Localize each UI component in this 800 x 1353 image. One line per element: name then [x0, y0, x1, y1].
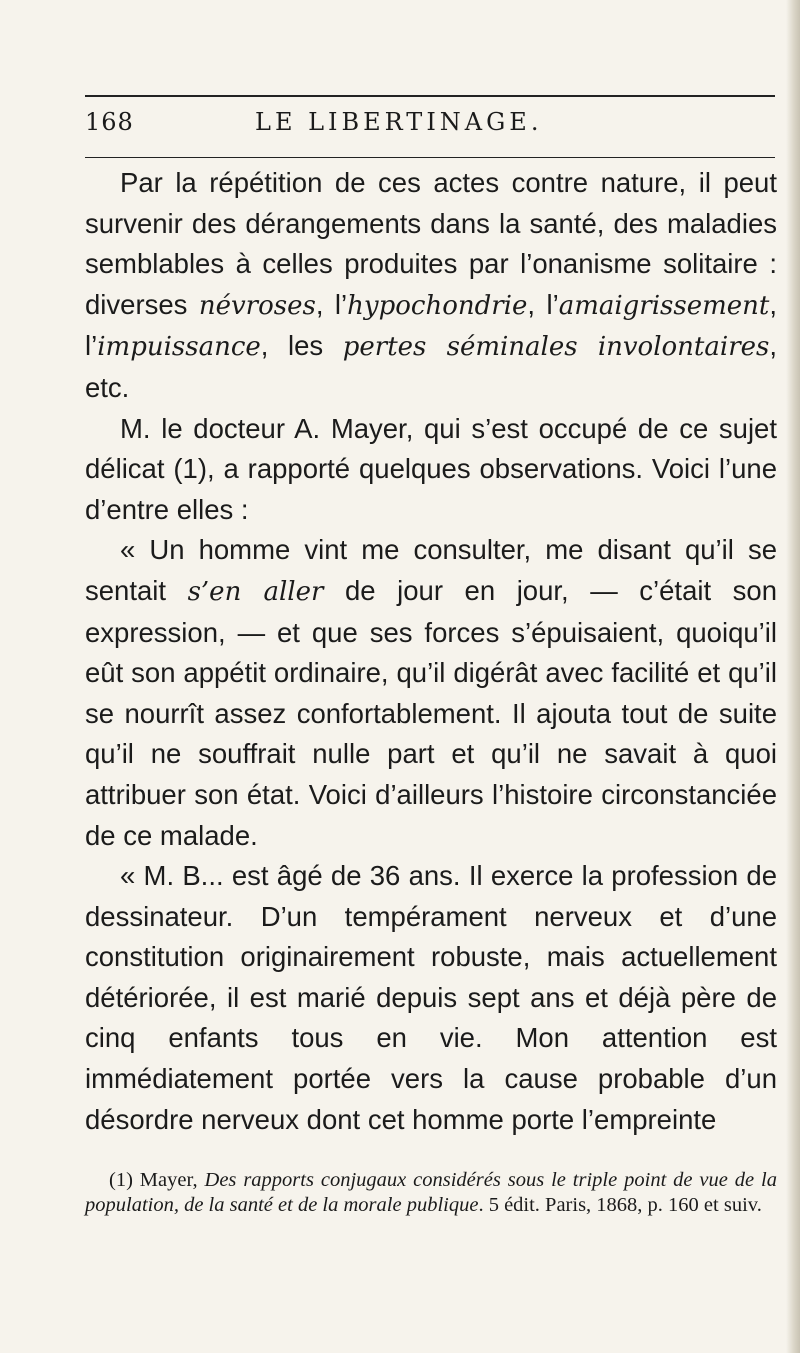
page-number: 168: [85, 108, 134, 136]
header-rule: [85, 157, 775, 158]
paragraph-2: M. le docteur A. Mayer, qui s’est occupé de ce sujet délicat (1), a rapporté quelques observations. Voici l’une d’entre elles :: [85, 412, 777, 525]
italic-term: s’en aller: [187, 576, 324, 607]
text-run: Par la répétition de ces actes contre nature, il peut survenir des dérangements dans la santé, des maladies semblables à celles produites par l’onanisme solitaire : diverses: [85, 167, 777, 320]
running-title: LE LIBERTINAGE.: [255, 108, 543, 136]
text-run: , l’: [85, 288, 777, 362]
footnote-text: (1) Mayer,: [109, 1169, 205, 1191]
text-run: , les: [260, 330, 343, 362]
italic-term: amaigrissement: [558, 290, 770, 321]
top-rule: [85, 95, 775, 97]
text-run: , etc.: [85, 330, 777, 403]
text-run: , l’: [527, 288, 559, 320]
italic-term: hypochondrie: [347, 290, 528, 321]
italic-term: névroses: [198, 290, 316, 321]
paragraph-1: [85, 163, 777, 409]
paragraph-4: « M. B... est âgé de 36 ans. Il exerce la profession de dessinateur. D’un tempérament nerveux et d’une constitution originairement robuste, mais actuellement détériorée, il est marié depuis sept ans et déjà père de cinq enfants tous en vie. Mon attention est immédiatement portée vers la cause probable d’un désordre nerveux dont cet homme porte l’empreinte: [85, 860, 777, 1135]
text-run: de jour en jour, — c’était son expression, — et que ses forces s’épuisaient, quoiqu’il eût son appétit ordinaire, qu’il digérât avec facilité et qu’il se nourrît assez confortablement. Il ajouta tout de suite qu’il ne souffrait nulle part et qu’il ne savait à quoi attribuer son état. Voici d’ailleurs l’histoire circonstanciée de ce malade.: [85, 574, 778, 851]
footnote-title: Des rapports conjugaux considérés sous le triple point de vue de la population, de la santé et de la morale publique: [85, 1169, 777, 1216]
italic-term: pertes séminales involontaires: [342, 332, 770, 363]
body-text: [85, 163, 777, 1140]
paragraph-3: [85, 530, 777, 856]
footnote: [85, 1168, 777, 1217]
text-run: , l’: [315, 288, 348, 320]
page-header: [85, 108, 775, 148]
italic-term: impuissance: [97, 332, 261, 363]
text-run: « Un homme vint me consulter, me disant qu’il se sentait: [85, 534, 777, 606]
page-edge: [786, 0, 800, 1353]
footnote-text: . 5 édit. Paris, 1868, p. 160 et suiv.: [478, 1193, 762, 1216]
